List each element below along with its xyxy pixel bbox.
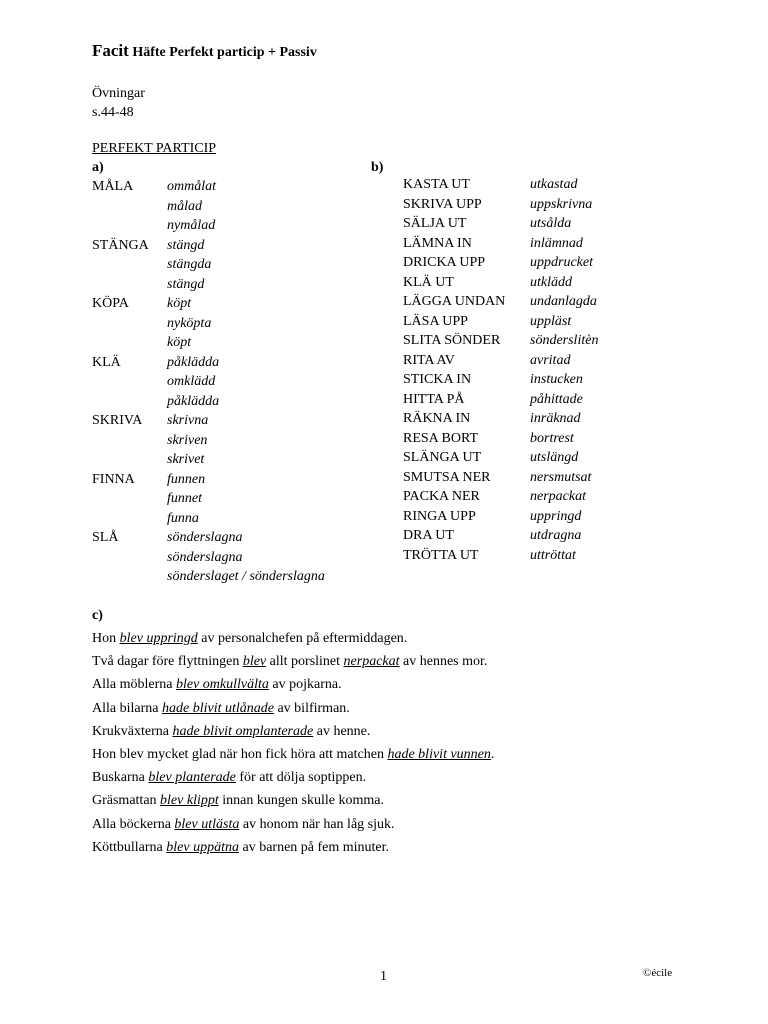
sentence-text: allt porslinet <box>266 654 344 670</box>
part-b-verb: RINGA UPP <box>403 508 476 524</box>
part-a-form: nyköpta <box>167 315 212 331</box>
part-b-row <box>403 429 703 449</box>
sentence-text: av pojkarna. <box>268 677 342 693</box>
part-c-sentence <box>92 813 732 836</box>
part-b-row <box>403 370 703 390</box>
part-b-form: påhittade <box>530 391 583 407</box>
part-a-form: skrivet <box>167 452 205 467</box>
part-b-row <box>403 312 703 332</box>
part-c-sentence <box>92 650 732 673</box>
part-b-row <box>403 526 703 546</box>
page-range: s.44-48 <box>92 105 134 120</box>
answer-phrase: blev uppätna <box>166 839 239 855</box>
part-a-form: ommålat <box>167 179 216 194</box>
answer-phrase: hade blivit omplanterade <box>172 723 314 739</box>
part-b-row <box>403 468 703 488</box>
part-b-verb: SÄLJA UT <box>403 216 467 231</box>
part-b-form: utsålda <box>530 216 572 231</box>
part-b-verb: RÄKNA IN <box>403 411 471 426</box>
answer-phrase: blev utlästa <box>174 816 240 832</box>
part-b-verb: SKRIVA UPP <box>403 196 482 212</box>
copyright-notice: ©écile <box>643 967 673 979</box>
part-b-row <box>403 253 703 273</box>
sentence-text: Gräsmattan <box>92 793 161 809</box>
answer-phrase: hade blivit utlånade <box>161 700 274 716</box>
part-c-sentence <box>92 766 732 789</box>
part-b-form: uppskrivna <box>530 196 593 212</box>
part-b-form: uppringd <box>530 508 582 524</box>
sentence-text: . <box>490 746 495 762</box>
part-b-form: nersmutsat <box>530 469 592 485</box>
section-heading: PERFEKT PARTICIP <box>92 141 217 156</box>
part-a-form: sönderslagna <box>167 530 243 545</box>
sentence-text: av honom när han låg sjuk. <box>239 816 395 832</box>
part-b-verb: HITTA PÅ <box>403 391 465 407</box>
sentence-text: Två dagar före flyttningen <box>92 654 243 670</box>
answer-phrase: nerpackat <box>343 654 400 670</box>
sentence-text: av henne. <box>313 723 371 739</box>
part-b-verb: PACKA NER <box>403 489 480 504</box>
part-b-form: bortrest <box>530 430 574 446</box>
part-a-entry <box>92 411 362 470</box>
part-b-row <box>403 409 703 429</box>
part-a-form: stängd <box>167 276 205 292</box>
part-a-verb: SKRIVA <box>92 413 143 428</box>
part-c-sentence <box>92 789 732 812</box>
part-b-verb: RESA BORT <box>403 430 479 446</box>
sentence-text: innan kungen skulle komma. <box>218 793 384 809</box>
sentence-text: av hennes mor. <box>399 654 488 670</box>
sentence-text: Alla möblerna <box>92 677 176 693</box>
sentence-text: Buskarna <box>92 770 149 786</box>
sentence-text: Köttbullarna <box>92 839 167 855</box>
part-a-form: stängd <box>167 237 205 253</box>
part-c-label: c) <box>92 608 103 623</box>
part-b-form: utkastad <box>530 177 578 192</box>
part-c-sentence <box>92 836 732 859</box>
sentence-text: Alla bilarna <box>92 700 162 716</box>
part-b-verb: SMUTSA NER <box>403 469 491 485</box>
part-a-forms <box>167 470 205 529</box>
sentence-text: Alla böckerna <box>92 816 175 832</box>
part-a-form: skriven <box>167 432 208 448</box>
part-b-row <box>403 487 703 507</box>
part-b-verb: STICKA IN <box>403 372 472 387</box>
part-a-form: funna <box>167 510 199 526</box>
part-a-form: köpt <box>167 296 192 311</box>
part-b-verb: KLÄ UT <box>403 274 454 290</box>
part-c-sentence <box>92 673 732 696</box>
sentence-text: av bilfirman. <box>273 700 350 716</box>
part-b-form: uppdrucket <box>530 255 593 270</box>
part-a-forms <box>167 411 208 470</box>
page-title-rest: Häfte Perfekt particip + Passiv <box>128 45 317 60</box>
part-c-sentence <box>92 720 732 743</box>
answer-phrase: blev uppringd <box>119 631 198 646</box>
part-a-form: sönderslaget / sönderslagna <box>167 569 325 584</box>
part-b-verb: DRICKA UPP <box>403 255 486 270</box>
part-b-form: uppläst <box>530 313 572 329</box>
part-c-sentence <box>92 743 732 766</box>
part-b-verb: LÄMNA IN <box>403 235 472 251</box>
sentence-text: för att dölja soptippen. <box>235 770 367 786</box>
part-b-form: uttröttat <box>530 547 576 563</box>
part-b-row <box>403 546 703 566</box>
page-title <box>92 41 317 63</box>
part-a-entry <box>92 470 362 529</box>
exercise-reference <box>92 84 145 122</box>
part-b-verb: DRA UT <box>403 528 454 543</box>
part-a-forms <box>167 528 325 587</box>
answer-phrase: blev <box>242 654 267 670</box>
part-a-form: påklädda <box>167 354 220 370</box>
part-a-entry <box>92 294 362 353</box>
part-a-label: a) <box>92 160 104 175</box>
part-b-row <box>403 214 703 234</box>
part-a-verb: KLÄ <box>92 354 121 370</box>
part-b-row <box>403 351 703 371</box>
part-a-verb: FINNA <box>92 471 135 487</box>
part-b-form: sönderslitèn <box>530 333 599 348</box>
part-a-verb: KÖPA <box>92 296 129 311</box>
part-b-row <box>403 448 703 468</box>
part-a-form: nymålad <box>167 218 216 233</box>
part-b-row <box>403 175 703 195</box>
part-a-list <box>92 177 362 587</box>
part-b-verb: TRÖTTA UT <box>403 547 479 563</box>
part-a-entry <box>92 353 362 412</box>
part-b-verb: LÄGGA UNDAN <box>403 294 506 309</box>
part-b-verb: SLITA SÖNDER <box>403 333 501 348</box>
sentence-text: av personalchefen på eftermiddagen. <box>197 631 408 646</box>
part-a-verb: MÅLA <box>92 179 134 194</box>
part-b-verb: KASTA UT <box>403 177 470 192</box>
part-a-form: omklädd <box>167 374 216 389</box>
part-b-row <box>403 195 703 215</box>
part-a-form: sönderslagna <box>167 549 243 565</box>
part-b-form: utslängd <box>530 450 579 465</box>
part-b-list <box>403 175 703 565</box>
part-b-form: instucken <box>530 372 583 387</box>
part-c-sentence <box>92 627 732 650</box>
part-b-verb: RITA AV <box>403 352 455 368</box>
part-a-form: målad <box>167 198 202 214</box>
part-c-sentence <box>92 697 732 720</box>
page-number: 1 <box>380 969 387 984</box>
part-b-form: nerpackat <box>530 489 586 504</box>
part-b-verb: LÄSA UPP <box>403 313 468 329</box>
sentence-text: av barnen på fem minuter. <box>238 839 390 855</box>
part-b-row <box>403 390 703 410</box>
part-b-form: undanlagda <box>530 294 597 309</box>
page-title-main: Facit <box>92 41 129 60</box>
part-b-verb: SLÄNGA UT <box>403 450 482 465</box>
answer-phrase: blev omkullvälta <box>175 677 269 693</box>
part-a-form: påklädda <box>167 393 220 409</box>
part-b-form: utklädd <box>530 274 572 290</box>
answer-phrase: blev planterade <box>148 770 236 786</box>
part-a-form: skrivna <box>167 413 209 428</box>
part-b-form: inlämnad <box>530 235 583 251</box>
answer-phrase: blev klippt <box>160 793 219 809</box>
part-a-forms <box>167 294 211 353</box>
part-a-form: köpt <box>167 335 192 350</box>
part-b-form: inräknad <box>530 411 581 426</box>
part-a-forms <box>167 353 219 412</box>
part-a-entry <box>92 528 362 587</box>
part-a-forms <box>167 177 216 236</box>
part-b-form: utdragna <box>530 528 582 543</box>
part-c-sentences <box>92 627 732 859</box>
part-a-form: funnet <box>167 491 202 506</box>
sentence-text: Krukväxterna <box>92 723 173 739</box>
part-a-form: funnen <box>167 471 206 487</box>
part-b-row <box>403 292 703 312</box>
part-a-verb: SLÅ <box>92 530 119 545</box>
part-a-verb: STÄNGA <box>92 237 149 253</box>
part-b-form: avritad <box>530 352 571 368</box>
part-b-row <box>403 273 703 293</box>
answer-phrase: hade blivit vunnen <box>387 746 491 762</box>
part-b-row <box>403 234 703 254</box>
part-b-row <box>403 331 703 351</box>
part-b-row <box>403 507 703 527</box>
sentence-text: Hon <box>92 631 120 646</box>
part-a-entry <box>92 236 362 295</box>
part-b-label: b) <box>371 160 384 175</box>
exercise-label: Övningar <box>92 86 145 101</box>
part-a-entry <box>92 177 362 236</box>
sentence-text: Hon blev mycket glad när hon fick höra att matchen <box>92 746 388 762</box>
part-a-forms <box>167 236 211 295</box>
part-a-form: stängda <box>167 257 212 272</box>
